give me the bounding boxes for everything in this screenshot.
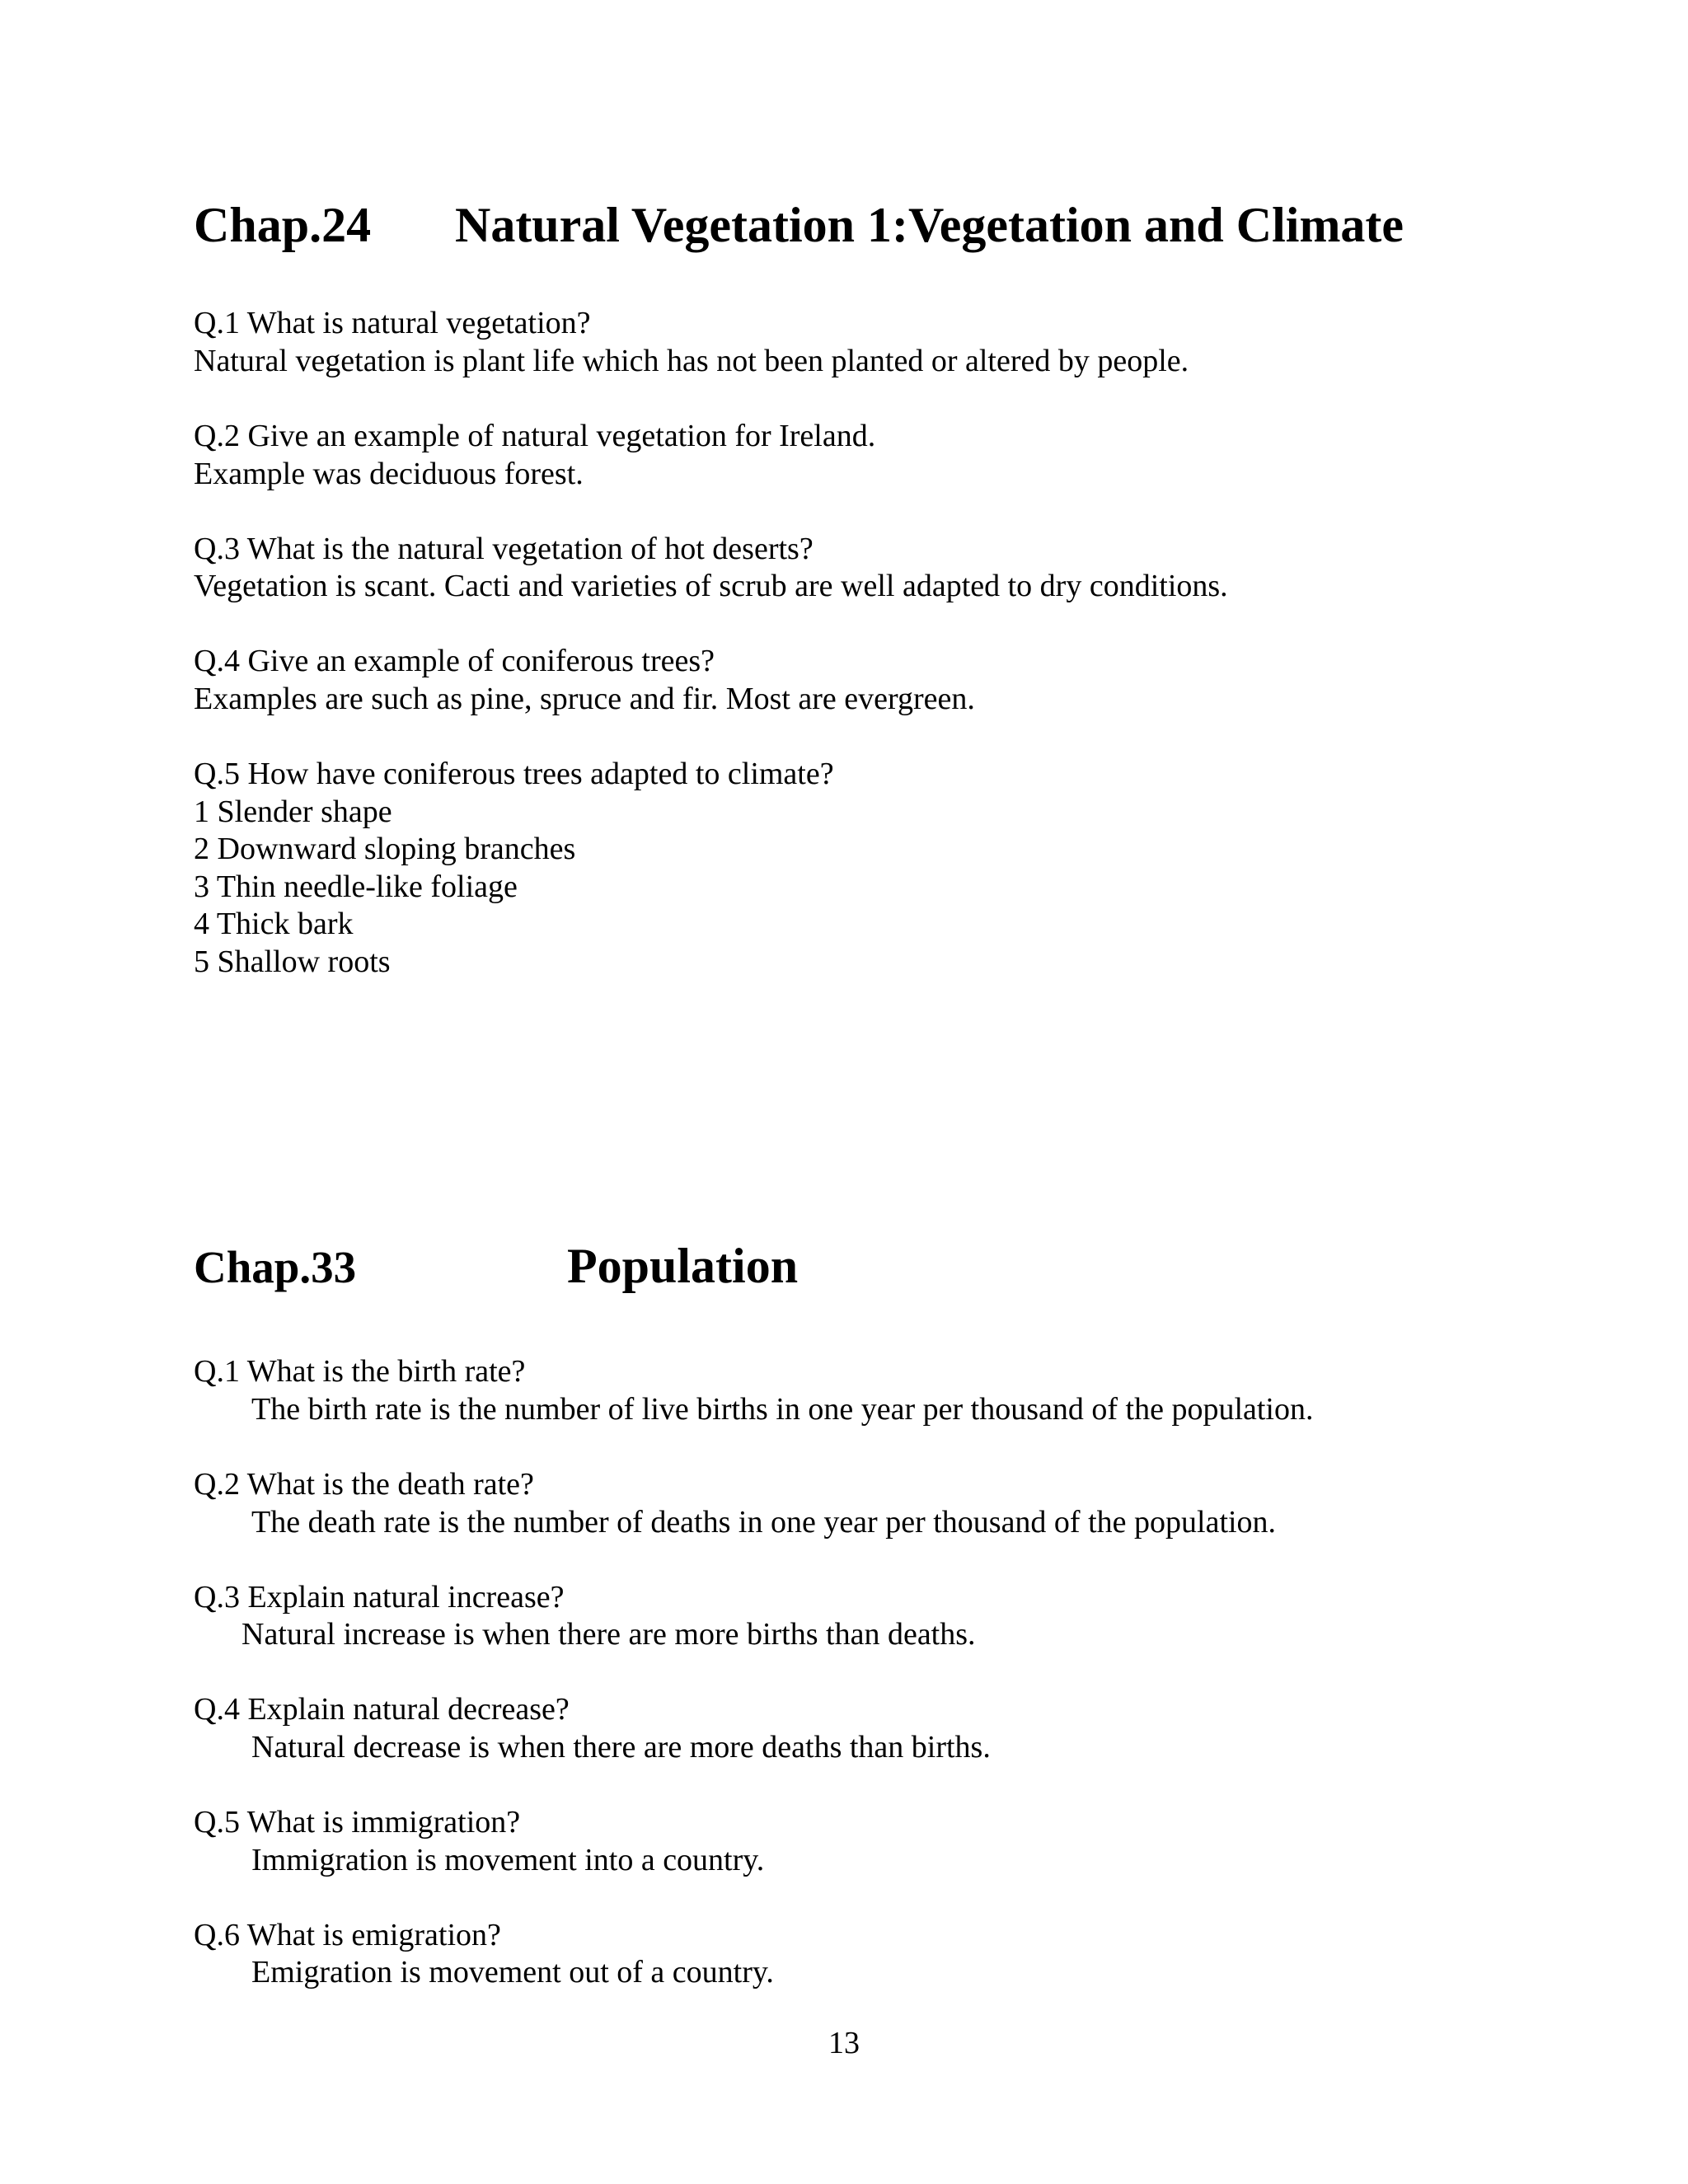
ch33-q6-question: Q.6 What is emigration?	[194, 1918, 501, 1952]
ch33-q5-question: Q.5 What is immigration?	[194, 1805, 521, 1840]
ch24-q2-question: Q.2 Give an example of natural vegetation for Ireland.	[194, 419, 876, 453]
ch33-q3-answer: Natural increase is when there are more births than deaths.	[241, 1617, 976, 1652]
ch24-q1-question: Q.1 What is natural vegetation?	[194, 306, 591, 340]
chapter-24-title: Natural Vegetation 1:Vegetation and Climate	[455, 198, 1404, 252]
page-number: 13	[828, 2026, 860, 2060]
ch24-q5-list-item: 5 Shallow roots	[194, 944, 391, 979]
ch33-q2-question: Q.2 What is the death rate?	[194, 1467, 534, 1502]
ch24-q4-answer: Examples are such as pine, spruce and fir. Most are evergreen.	[194, 682, 975, 716]
ch24-q5-list-item: 3 Thin needle-like foliage	[194, 869, 518, 904]
chapter-33-title: Population	[567, 1239, 799, 1293]
ch24-q1-answer: Natural vegetation is plant life which has not been planted or altered by people.	[194, 344, 1189, 378]
ch33-q4-answer: Natural decrease is when there are more deaths than births.	[251, 1730, 991, 1765]
ch24-q5-question: Q.5 How have coniferous trees adapted to climate?	[194, 757, 834, 791]
ch24-q2-answer: Example was deciduous forest.	[194, 457, 584, 491]
chapter-24-number: Chap.24	[194, 198, 372, 252]
ch24-q4-question: Q.4 Give an example of coniferous trees?	[194, 644, 715, 678]
ch33-q6-answer: Emigration is movement out of a country.	[251, 1955, 774, 1990]
ch24-q3-question: Q.3 What is the natural vegetation of hot deserts?	[194, 532, 814, 566]
chapter-33-number: Chap.33	[194, 1242, 357, 1292]
ch24-q5-list-item: 1 Slender shape	[194, 794, 392, 829]
ch33-q1-answer: The birth rate is the number of live births in one year per thousand of the population.	[251, 1392, 1314, 1427]
ch33-q1-question: Q.1 What is the birth rate?	[194, 1354, 526, 1389]
ch33-q4-question: Q.4 Explain natural decrease?	[194, 1692, 570, 1727]
ch33-q3-question: Q.3 Explain natural increase?	[194, 1580, 565, 1615]
ch24-q5-list-item: 2 Downward sloping branches	[194, 832, 576, 866]
ch24-q5-list-item: 4 Thick bark	[194, 907, 354, 941]
ch24-q3-answer: Vegetation is scant. Cacti and varieties of scrub are well adapted to dry conditions.	[194, 569, 1228, 603]
ch33-q2-answer: The death rate is the number of deaths in one year per thousand of the population.	[251, 1505, 1277, 1540]
ch33-q5-answer: Immigration is movement into a country.	[251, 1843, 765, 1877]
